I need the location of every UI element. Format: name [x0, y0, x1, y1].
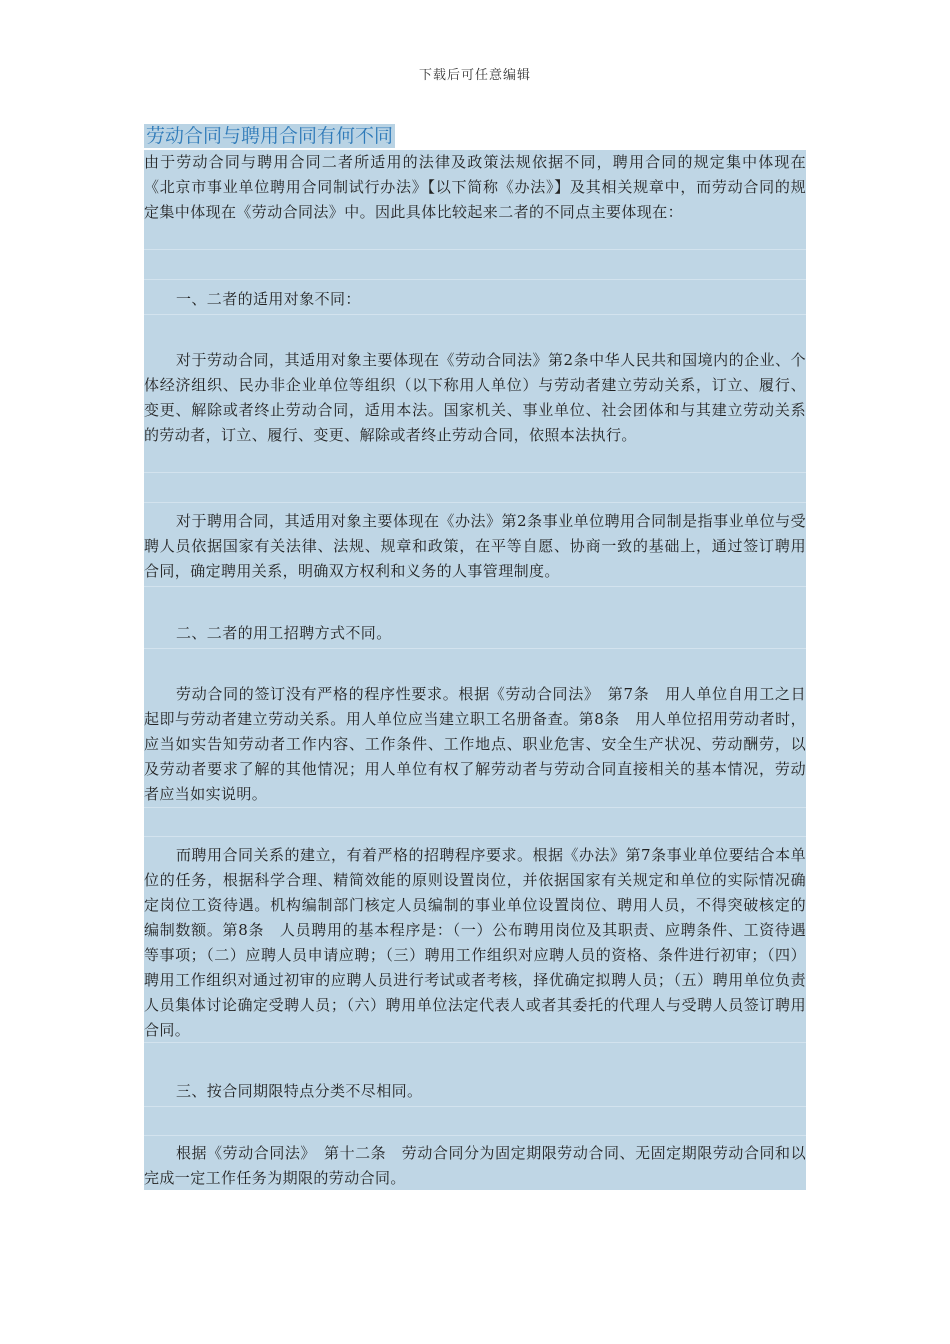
document-body — [144, 150, 806, 1190]
line-separator — [144, 1042, 806, 1043]
section-paragraph: 根据《劳动合同法》 第十二条 劳动合同分为固定期限劳动合同、无固定期限劳动合同和以完成一定工作任务为期限的劳动合同。 — [144, 1144, 806, 1187]
line-separator — [144, 502, 806, 503]
intro-paragraph: 由于劳动合同与聘用合同二者所适用的法律及政策法规依据不同，聘用合同的规定集中体现在《北京市事业单位聘用合同制试行办法》【以下简称《办法》】及其相关规章中，而劳动合同的规定集中体现在《劳动合同法》中。因此具体比较起来二者的不同点主要体现在： — [144, 153, 806, 221]
line-separator — [144, 472, 806, 473]
page-header: 下载后可任意编辑 — [418, 68, 531, 83]
line-separator — [144, 836, 806, 837]
section-paragraph: 劳动合同的签订没有严格的程序性要求。根据《劳动合同法》 第7条 用人单位自用工之日起即与劳动者建立劳动关系。用人单位应当建立职工名册备查。第8条 用人单位招用劳动者时，应当如实告知劳动者工作内容、工作条件、工作地点、职业危害、安全生产状况、劳动酬劳，以及劳动者要求了解的其他情况；用人单位有权了解劳动者与劳动合同直接相关的基本情况，劳动者应当如实说明。 — [144, 685, 806, 803]
section-heading: 一、二者的适用对象不同： — [176, 290, 361, 308]
section-heading: 三、按合同期限特点分类不尽相同。 — [176, 1082, 423, 1100]
line-separator — [144, 279, 806, 280]
line-separator — [144, 648, 806, 649]
line-separator — [144, 1135, 806, 1136]
line-separator — [144, 314, 806, 315]
line-separator — [144, 807, 806, 808]
section-paragraph: 对于劳动合同，其适用对象主要体现在《劳动合同法》第2条中华人民共和国境内的企业、个体经济组织、民办非企业单位等组织（以下称用人单位）与劳动者建立劳动关系，订立、履行、变更、解除或者终止劳动合同，适用本法。国家机关、事业单位、社会团体和与其建立劳动关系的劳动者，订立、履行、变更、解除或者终止劳动合同，依照本法执行。 — [144, 351, 806, 444]
section-paragraph: 而聘用合同关系的建立，有着严格的招聘程序要求。根据《办法》第7条事业单位要结合本单位的任务，根据科学合理、精简效能的原则设置岗位，并依据国家有关规定和单位的实际情况确定岗位工资待遇。机构编制部门核定人员编制的事业单位设置岗位、聘用人员，不得突破核定的编制数额。第8条 人员聘用的基本程序是：（一）公布聘用岗位及其职责、应聘条件、工资待遇等事项；（二）应聘人员申请应聘；（三）聘用工作组织对应聘人员的资格、条件进行初审；（四）聘用工作组织对通过初审的应聘人员进行考试或者考核，择优确定拟聘人员；（五）聘用单位负责人员集体讨论确定受聘人员；（六）聘用单位法定代表人或者其委托的代理人与受聘人员签订聘用合同。 — [144, 846, 806, 1039]
document-title: 劳动合同与聘用合同有何不同 — [146, 125, 394, 147]
section-heading: 二、二者的用工招聘方式不同。 — [176, 624, 392, 642]
line-separator — [144, 1106, 806, 1107]
section-paragraph: 对于聘用合同，其适用对象主要体现在《办法》第2条事业单位聘用合同制是指事业单位与受聘人员依据国家有关法律、法规、规章和政策，在平等自愿、协商一致的基础上，通过签订聘用合同，确定聘用关系，明确双方权利和义务的人事管理制度。 — [144, 512, 806, 580]
line-separator — [144, 249, 806, 250]
line-separator — [144, 586, 806, 587]
